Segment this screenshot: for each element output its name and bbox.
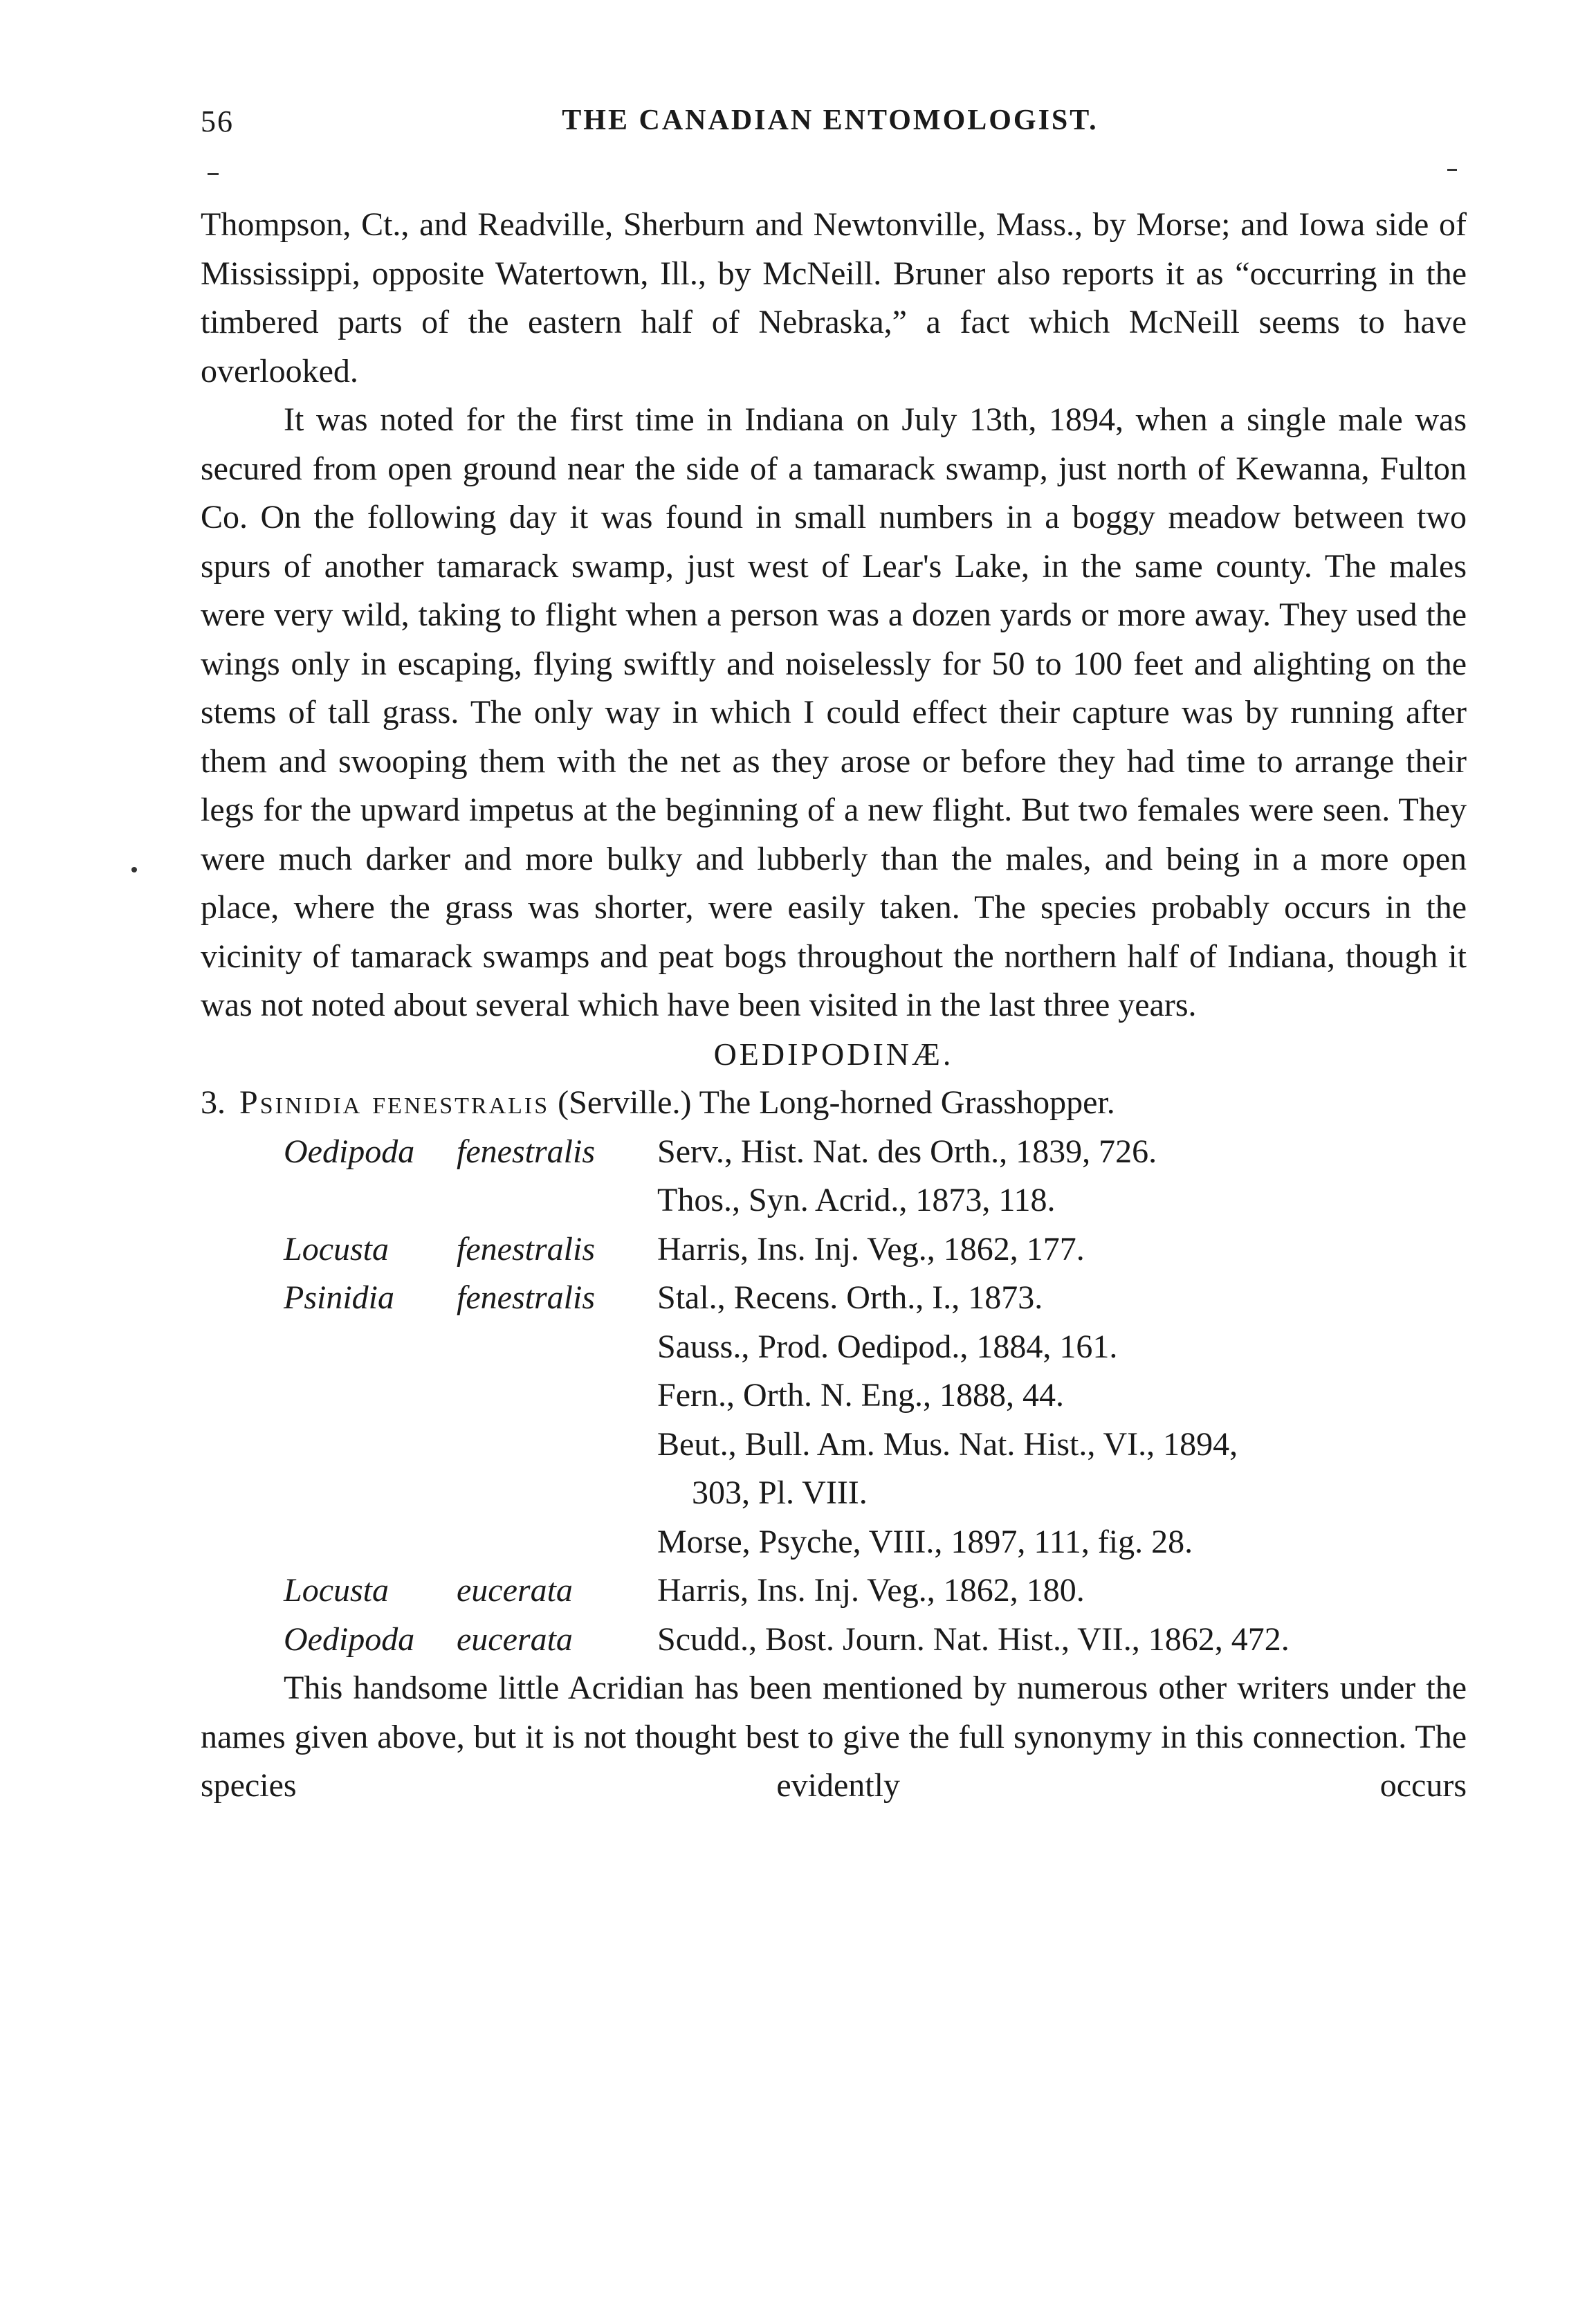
synonym-name xyxy=(201,1371,657,1420)
synonymy-row xyxy=(201,1225,1467,1274)
page-number: 56 xyxy=(201,104,234,138)
synonym-reference: Harris, Ins. Inj. Veg., 1862, 180. xyxy=(657,1572,1085,1609)
synonym-reference: Serv., Hist. Nat. des Orth., 1839, 726. xyxy=(657,1133,1157,1170)
species-name: Psinidia fenestralis xyxy=(239,1084,550,1121)
synonym-name: Locusta fenestralis xyxy=(284,1230,595,1268)
synonym-reference: Scudd., Bost. Journ. Nat. Hist., VII., 1862, 472. xyxy=(657,1620,1290,1658)
synonym-reference: Harris, Ins. Inj. Veg., 1862, 177. xyxy=(657,1230,1085,1268)
synonym-name: Psinidia fenestralis xyxy=(284,1279,595,1316)
synonym-name xyxy=(201,1323,657,1372)
section-heading: OEDIPODINÆ. xyxy=(713,1036,954,1072)
species-common-name: The Long-horned Grasshopper. xyxy=(699,1084,1115,1121)
margin-mark xyxy=(1447,169,1457,171)
synonymy-row xyxy=(201,1128,1467,1177)
body-text xyxy=(201,201,1467,1811)
synonymy-row xyxy=(201,1469,1467,1518)
synonym-name xyxy=(201,1469,657,1518)
paragraph-indiana: It was noted for the first time in Indiana on July 13th, 1894, when a single male was secured from open ground near the side of a tamarack swamp, just north of Kewanna, Fulton Co. On the following day it was found in small numbers in a boggy meadow between two spurs of another tamarack swamp, just west of Lear's Lake, in the same county. The males were very wild, taking to flight when a person was a dozen yards or more away. They used the wings only in escaping, flying swiftly and noiselessly for 50 to 100 feet and alighting on the stems of tall grass. The only way in which I could effect their capture was by running after them and swooping them with the net as they arose or before they had time to arrange their legs for the upward impetus at the beginning of a new flight. But two females were seen. They were much darker and more bulky and lubberly than the males, and being in a more open place, where the grass was shorter, were easily taken. The species probably occurs in the vicinity of tamarack swamps and peat bogs throughout the northern half of Indiana, though it was not noted about several which have been visited in the last three years. xyxy=(201,401,1467,1023)
synonymy-row xyxy=(201,1176,1467,1225)
synonymy-row xyxy=(201,1323,1467,1372)
synonymy-row xyxy=(201,1566,1467,1616)
paragraph-closing: This handsome little Acridian has been mentioned by numerous other writers under the names given above, but it is not thought best to give the full synonymy in this connection. The species evidently occurs xyxy=(201,1670,1467,1804)
synonym-name xyxy=(201,1176,657,1225)
margin-bullet xyxy=(131,867,137,872)
synonym-name: Oedipoda fenestralis xyxy=(284,1133,595,1170)
synonym-name: Oedipoda eucerata xyxy=(284,1620,573,1658)
synonymy-list xyxy=(201,1128,1467,1665)
synonym-reference: Fern., Orth. N. Eng., 1888, 44. xyxy=(657,1377,1064,1414)
synonymy-row xyxy=(201,1420,1467,1470)
margin-mark xyxy=(208,173,219,175)
synonym-reference: Sauss., Prod. Oedipod., 1884, 161. xyxy=(657,1328,1118,1365)
running-title: THE CANADIAN ENTOMOLOGIST. xyxy=(562,104,1099,136)
synonymy-row xyxy=(201,1518,1467,1567)
synonym-reference: Stal., Recens. Orth., I., 1873. xyxy=(657,1279,1043,1316)
synonym-name xyxy=(201,1420,657,1470)
species-author: (Serville.) xyxy=(558,1084,692,1121)
synonymy-row xyxy=(201,1274,1467,1323)
synonym-reference: 303, Pl. VIII. xyxy=(692,1474,868,1511)
synonym-reference: Beut., Bull. Am. Mus. Nat. Hist., VI., 1894, xyxy=(657,1425,1238,1463)
species-number: 3. xyxy=(201,1084,226,1121)
synonym-name xyxy=(201,1518,657,1567)
synonym-name: Locusta eucerata xyxy=(284,1572,573,1609)
synonymy-row xyxy=(201,1371,1467,1420)
species-entry xyxy=(201,1079,1467,1128)
synonymy-row xyxy=(201,1616,1467,1665)
paragraph-intro: Thompson, Ct., and Readville, Sherburn and Newtonville, Mass., by Morse; and Iowa side of Mississippi, opposite Watertown, Ill., by McNeill. Bruner also reports it as “occurring in the timbered parts of the eastern half of Nebraska,” a fact which McNeill seems to have overlooked. xyxy=(201,206,1467,390)
synonym-reference: Thos., Syn. Acrid., 1873, 118. xyxy=(657,1182,1056,1218)
synonym-reference: Morse, Psyche, VIII., 1897, 111, fig. 28. xyxy=(657,1523,1193,1560)
page-header xyxy=(201,104,1460,145)
